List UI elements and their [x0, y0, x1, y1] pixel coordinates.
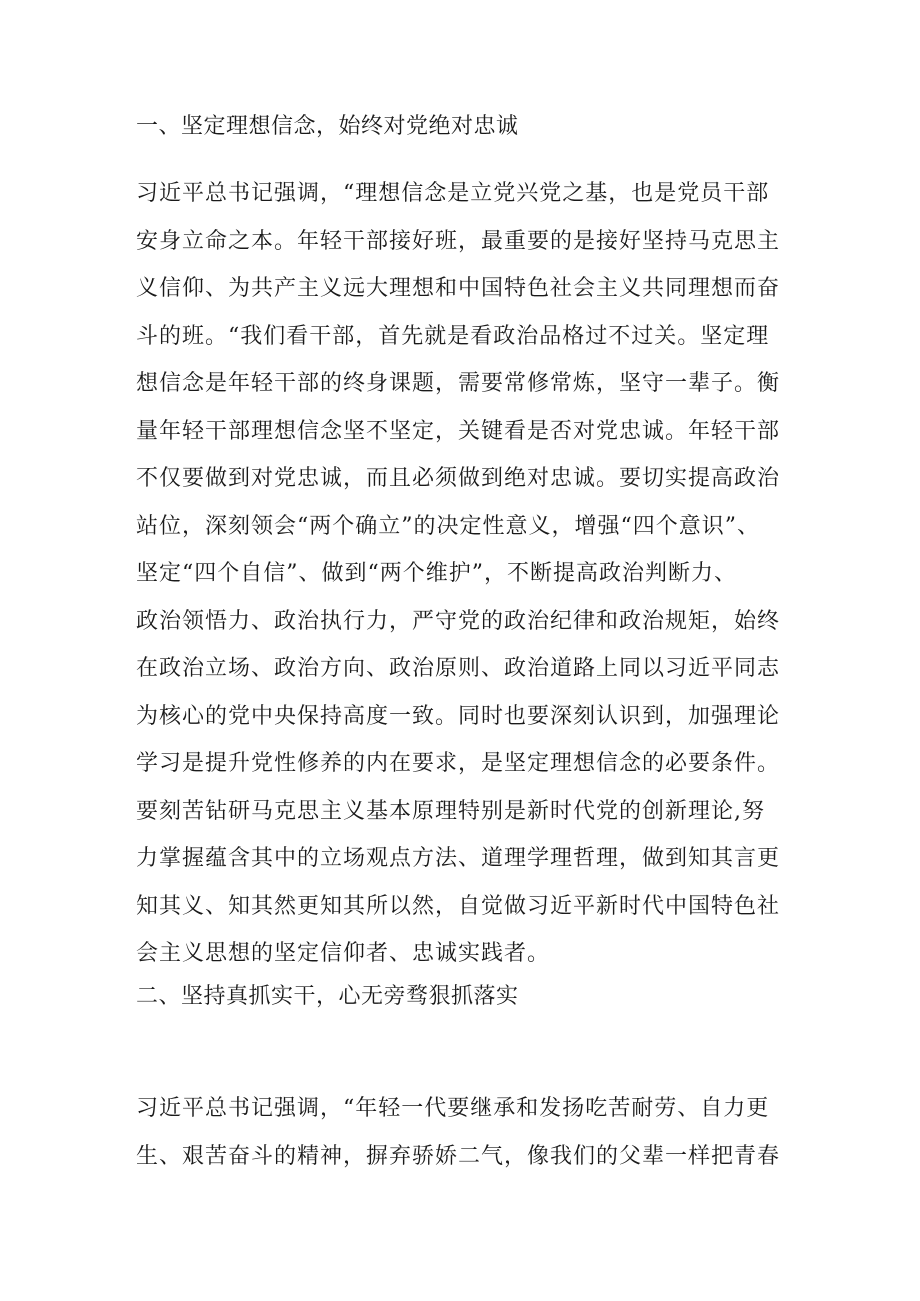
text-line: 知其义、知其然更知其所以然，自觉做习近平新时代中国特色社 [136, 893, 781, 919]
text-line: 坚定“四个自信”、做到“两个维护”，不断提高政治判断力、 [136, 561, 737, 586]
text-line: 安身立命之本。年轻干部接好班，最重要的是接好坚持马克思主 [136, 228, 781, 254]
text-line: 斗的班。“我们看干部，首先就是看政治品格过不过关。坚定理 [136, 323, 770, 349]
section-paragraph-2 [136, 1085, 796, 1180]
text-line: 力掌握蕴含其中的立场观点方法、道理学理哲理，做到知其言更 [136, 846, 781, 871]
text-line: 学习是提升党性修养的内在要求，是坚定理想信念的必要条件。 [136, 751, 781, 776]
text-line: 不仅要做到对党忠诚，而且必须做到绝对忠诚。要切实提高政治 [136, 466, 781, 491]
text-line: 想信念是年轻干部的终身课题，需要常修常炼，坚守一辈子。衡 [136, 371, 781, 396]
text-line: 生、艰苦奋斗的精神，摒弃骄娇二气，像我们的父辈一样把青春 [136, 1143, 781, 1169]
section-paragraph-1 [136, 170, 796, 978]
text-line: 会主义思想的坚定信仰者、忠诚实践者。 [136, 941, 551, 966]
text-line: 量年轻干部理想信念坚不坚定，关键看是否对党忠诚。年轻干部 [136, 418, 781, 444]
text-line: 习近平总书记强调，“理想信念是立党兴党之基，也是党员干部 [136, 181, 770, 206]
text-line: 站位，深刻领会“两个确立”的决定性意义，增强“四个意识”、 [136, 513, 760, 539]
text-line: 为核心的党中央保持高度一致。同时也要深刻认识到，加强理论 [136, 703, 781, 729]
section-heading-2: 二、坚持真抓实干，心无旁骛狠抓落实 [136, 984, 519, 1009]
text-line: 在政治立场、政治方向、政治原则、政治道路上同以习近平同志 [136, 656, 781, 681]
text-line: 义信仰、为共产主义远大理想和中国特色社会主义共同理想而奋 [136, 276, 781, 301]
text-line: 习近平总书记强调，“年轻一代要继承和发扬吃苦耐劳、自力更 [136, 1096, 770, 1121]
text-line: 要刻苦钻研马克思主义基本原理特别是新时代党的创新理论,努 [136, 798, 765, 824]
section-heading-1: 一、坚定理想信念，始终对党绝对忠诚 [136, 114, 519, 139]
text-line: 政治领悟力、政治执行力，严守党的政治纪律和政治规矩，始终 [136, 608, 781, 634]
